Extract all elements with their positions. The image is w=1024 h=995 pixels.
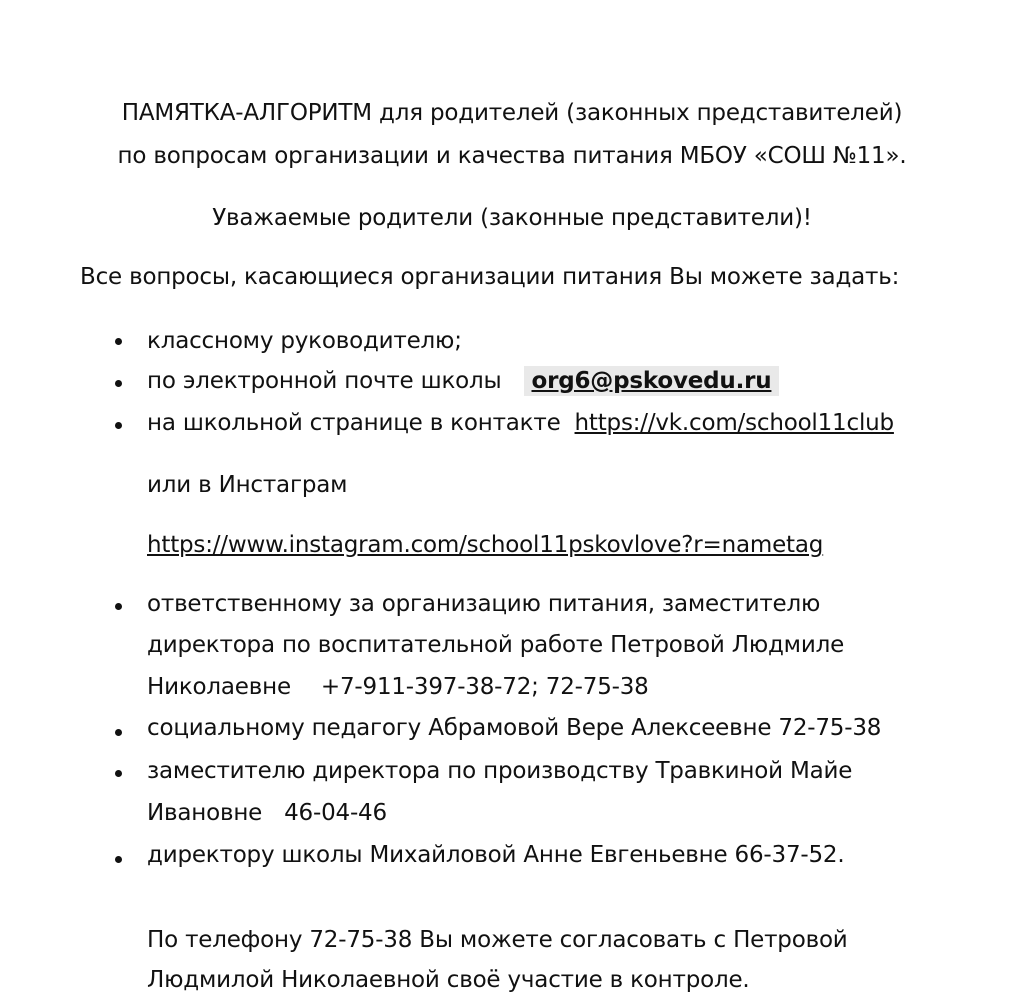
production-name: Ивановне	[147, 800, 263, 826]
instagram-link[interactable]	[147, 530, 823, 560]
bullet-icon	[115, 603, 122, 610]
vk-link[interactable]: https://vk.com/school11club	[574, 410, 894, 436]
closing-line-2: Людмилой Николаевной своё участие в контроле.	[147, 967, 750, 993]
bullet-icon	[115, 856, 122, 863]
list-item-deputy-line-1: ответственному за организацию питания, заместителю	[147, 591, 821, 617]
email-label: по электронной почте школы	[147, 368, 502, 394]
instagram-label: или в Инстаграм	[147, 472, 348, 498]
list-item-director: директору школы Михайловой Анне Евгеньевне 66-37-52.	[147, 842, 845, 868]
title-line-2: по вопросам организации и качества питания МБОУ «СОШ №11».	[117, 143, 907, 169]
bullet-icon	[115, 422, 122, 429]
closing-line-1: По телефону 72-75-38 Вы можете согласовать с Петровой	[147, 927, 848, 953]
production-phone: 46-04-46	[284, 800, 387, 826]
greeting: Уважаемые родители (законные представители)!	[212, 205, 812, 231]
bullet-icon	[115, 380, 122, 387]
list-item-production-line-1: заместителю директора по производству Травкиной Майе	[147, 758, 853, 784]
list-item-production-line-2	[147, 798, 387, 828]
list-item-class-teacher: классному руководителю;	[147, 328, 462, 354]
deputy-name: Николаевне	[147, 674, 291, 700]
email-link[interactable]: org6@pskovedu.ru	[524, 366, 780, 396]
list-item-email	[147, 366, 779, 396]
bullet-icon	[115, 338, 122, 345]
bullet-icon	[115, 770, 122, 777]
list-item-deputy-line-2: директора по воспитательной работе Петровой Людмиле	[147, 632, 845, 658]
instagram-link-text[interactable]: https://www.instagram.com/school11pskovlove?r=nametag	[147, 532, 824, 558]
list-item-deputy-line-3	[147, 672, 649, 702]
intro-text: Все вопросы, касающиеся организации питания Вы можете задать:	[80, 264, 900, 290]
list-item-vk	[147, 408, 894, 438]
title-line-1: ПАМЯТКА-АЛГОРИТМ для родителей (законных представителей)	[121, 100, 903, 126]
bullet-icon	[115, 729, 122, 736]
deputy-phones: +7-911-397-38-72; 72-75-38	[320, 674, 649, 700]
list-item-social-teacher: социальному педагогу Абрамовой Вере Алексеевне 72-75-38	[147, 715, 882, 741]
vk-label: на школьной странице в контакте	[147, 410, 561, 436]
